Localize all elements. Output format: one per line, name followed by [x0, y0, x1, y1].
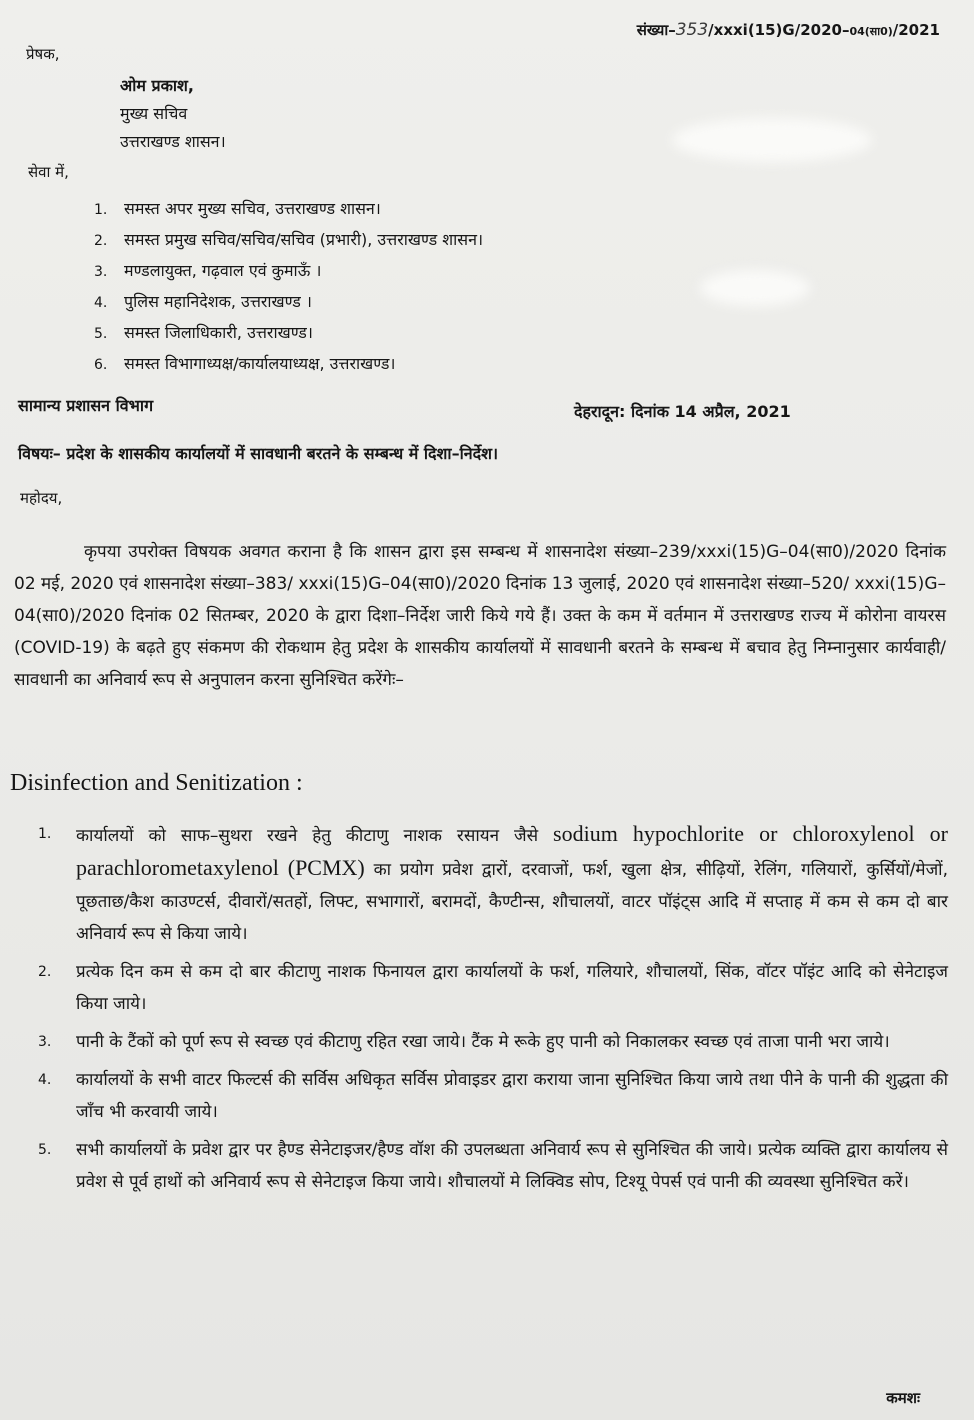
- ref-number-handwritten: 353: [675, 20, 709, 40]
- redaction-smudge: [700, 270, 810, 306]
- ref-small: 04(सा0): [849, 25, 893, 38]
- list-item: 3. पानी के टैंकों को पूर्ण रूप से स्वच्छ एवं कीटाणु रहित रखा जाये। टैंक मे रूके हुए पानी को निकालकर स्वच्छ एवं ताजा पानी भरा जाये।: [38, 1032, 890, 1052]
- department: सामान्य प्रशासन विभाग: [18, 396, 154, 415]
- sender-block: [120, 72, 226, 156]
- recipient-item: 1. समस्त अपर मुख्य सचिव, उत्तराखण्ड शासन।: [94, 199, 381, 218]
- continued-marker: कमशः: [886, 1389, 920, 1407]
- recipient-item: 2. समस्त प्रमुख सचिव/सचिव/सचिव (प्रभारी), उत्तराखण्ड शासन।: [94, 230, 484, 249]
- ref-prefix: संख्या–: [636, 21, 676, 39]
- sender-office: उत्तराखण्ड शासन।: [120, 132, 226, 151]
- recipients-list: [94, 194, 483, 380]
- recipients-label: सेवा में,: [28, 163, 69, 181]
- subject-line: विषयः– प्रदेश के शासकीय कार्यालयों में सावधानी बरतने के सम्बन्ध में दिशा–निर्देश।: [18, 444, 499, 463]
- list-item: 4. कार्यालयों के सभी वाटर फिल्टर्स की सर्विस अधिकृत सर्विस प्रोवाइडर द्वारा कराया जाना सुनिश्चित किया जाये तथा पीने के पानी की शुद्धता की जाँच भी करवायी जाये।: [38, 1070, 948, 1122]
- place-date: देहरादून: दिनांक 14 अप्रैल, 2021: [574, 402, 791, 421]
- redaction-smudge: [672, 118, 872, 162]
- recipient-item: 3. मण्डलायुक्त, गढ़वाल एवं कुमाऊँ ।: [94, 261, 322, 280]
- recipient-item: 6. समस्त विभागाध्यक्ष/कार्यालयाध्यक्ष, उत्तराखण्ड।: [94, 354, 396, 373]
- recipient-item: 5. समस्त जिलाधिकारी, उत्तराखण्ड।: [94, 323, 313, 342]
- section-heading: Disinfection and Senitization :: [10, 770, 303, 796]
- sender-name: ओम प्रकाश,: [120, 76, 195, 95]
- reference-number: [637, 20, 940, 40]
- ref-mid: /xxxi(15)G/2020–: [708, 21, 850, 39]
- list-item: 2. प्रत्येक दिन कम से कम दो बार कीटाणु नाशक फिनायल द्वारा कार्यालयों के फर्श, गलियारे, शौचालयों, सिंक, वॉटर पॉइंट आदि को सेनेटाइज किया जाये।: [38, 962, 948, 1014]
- recipient-item: 4. पुलिस महानिदेशक, उत्तराखण्ड ।: [94, 292, 312, 311]
- sender-label: प्रेषक,: [26, 45, 60, 63]
- salutation: महोदय,: [20, 489, 63, 507]
- instruction-list: [30, 818, 948, 1198]
- body-paragraph: कृपया उपरोक्त विषयक अवगत कराना है कि शासन द्वारा इस सम्बन्ध में शासनादेश संख्या–239/xxxi(15)G–04(सा0)/2020 दिनांक 02 मई, 2020 एवं शासनादेश संख्या–383/ xxxi(15)G–04(सा0)/2020 दिनांक 13 जुलाई, 2020 एवं शासनादेश संख्या–520/ xxxi(15)G–04(सा0)/2020 दिनांक 02 सितम्बर, 2020 के द्वारा दिशा–निर्देश जारी किये गये हैं। उक्त के कम में वर्तमान में उत्तराखण्ड राज्य में कोरोना वायरस (COVID-19) के बढ़ते हुए संकमण की रोकथाम हेतु प्रदेश के शासकीय कार्यालयों में सावधानी बरतने के सम्बन्ध में बचाव हेतु निम्नानुसार कार्यवाही/सावधानी का अनिवार्य रूप से अनुपालन करना सुनिश्चित करेंगेः–: [14, 542, 946, 690]
- sender-designation: मुख्य सचिव: [120, 104, 188, 123]
- ref-year: /2021: [892, 21, 940, 39]
- list-item: 5. सभी कार्यालयों के प्रवेश द्वार पर हैण्ड सेनेटाइजर/हैण्ड वॉश की उपलब्धता अनिवार्य रूप से सुनिश्चित की जाये। प्रत्येक व्यक्ति द्वारा कार्यालय से प्रवेश से पूर्व हाथों को अनिवार्य रूप से सेनेटाइज किया जाये। शौचालयों मे लिक्विड सोप, टिश्यू पेपर्स एवं पानी की व्यवस्था सुनिश्चित करें।: [38, 1140, 948, 1192]
- list-item: 1. कार्यालयों को साफ–सुथरा रखने हेतु कीटाणु नाशक रसायन जैसे sodium hypochlorite or chloroxylenol or parachlorometaxylenol (PCMX) का प्रयोग प्रवेश द्वारों, दरवाजों, फर्श, खुला क्षेत्र, सीढ़ियों, रेलिंग, गलियारों, कुर्सियों/मेजों, पूछताछ/कैश काउण्टर्स, दीवारों/सतहों, लिफ्ट, सभागारों, बरामदों, कैण्टीन्स, शौचालयों, वाटर पॉइंट्स आदि में सप्ताह में कम से कम दो बार अनिवार्य रूप से किया जाये।: [38, 821, 948, 944]
